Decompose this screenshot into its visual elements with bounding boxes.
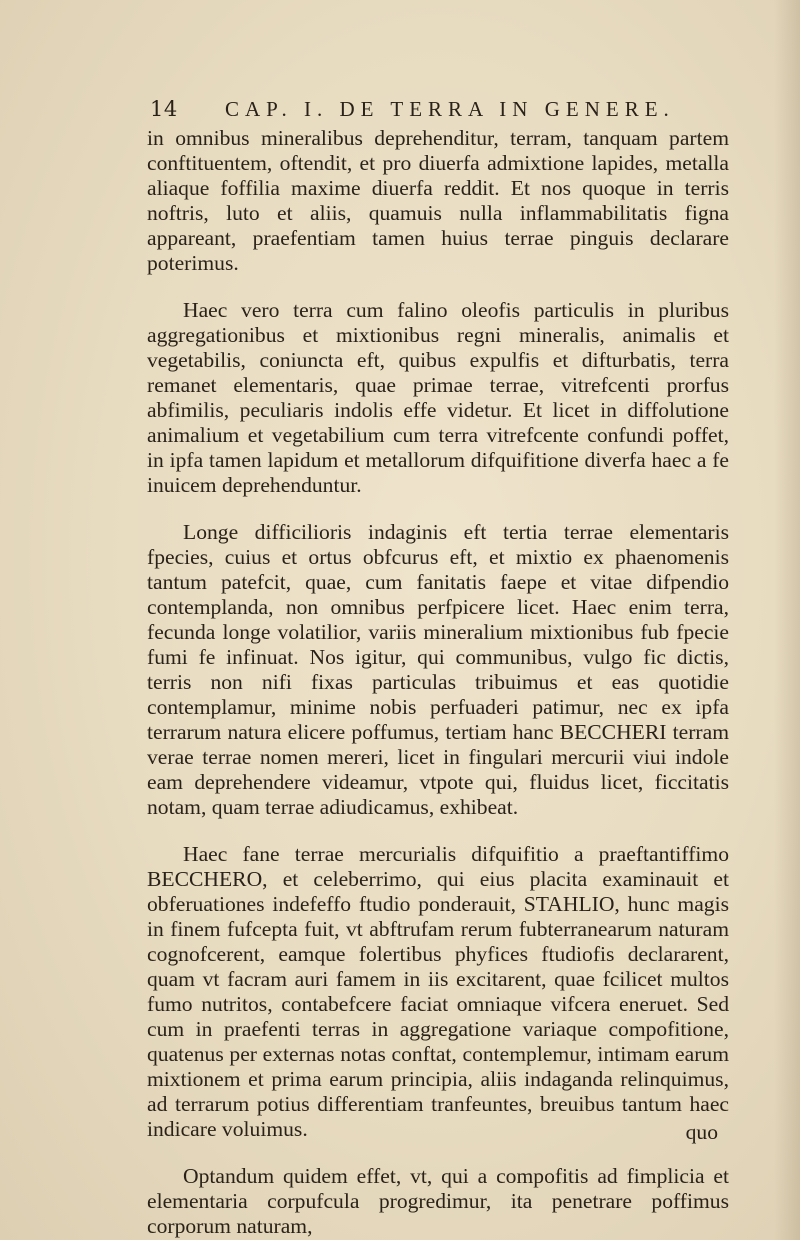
page-edge-shadow	[774, 0, 800, 1240]
page-number: 14	[150, 97, 178, 121]
page-header	[150, 97, 710, 127]
paragraph-continued: in omnibus mineralibus deprehenditur, terram, tanquam partem conftituentem, oftendit, et pro diuerfa admixtione lapides, metalla aliaque foffilia maxime diuerfa reddit. Et nos quoque in terris noftris, luto et aliis, quamuis nulla inflammabilitatis figna appareant, praefentiam tamen huius terrae pinguis declarare poterimus.	[147, 126, 729, 275]
paragraph: Optandum quidem effet, vt, qui a compofitis ad fimplicia et elementaria corpufcula progredimur, ita penetrare poffimus corporum naturam,	[147, 1164, 729, 1238]
paragraph: Longe difficilioris indaginis eft tertia terrae elementaris fpecies, cuius et ortus obfcurus eft, et mixtio ex phaenomenis tantum patefcit, quae, cum fanitatis faepe et vitae difpendio contemplanda, non omnibus perfpicere licet. Haec enim terra, fecunda longe volatilior, variis mineralium mixtionibus fub fpecie fumi fe infinuat. Nos igitur, qui communibus, vulgo fic dictis, terris non nifi fixas particulas tribuimus et eas quotidie contemplamur, minime nobis perfuaderi patimur, nec ex ipfa terrarum natura elicere poffumus, tertiam hanc BECCHERI terram verae terrae nomen mereri, licet in fingulari mercurii viui indole eam deprehendere videamur, vtpote qui, fluidus licet, ficcitatis notam, quam terrae adiudicamus, exhibeat.	[147, 520, 729, 819]
body-text	[147, 126, 729, 1239]
catchword: quo	[685, 1120, 718, 1144]
paragraph: Haec vero terra cum falino oleofis particulis in pluribus aggregationibus et mixtionibus regni mineralis, animalis et vegetabilis, coniuncta eft, quibus expulfis et difturbatis, terra remanet elementaris, quae primae terrae, vitrefcenti prorfus abfimilis, peculiaris indolis effe videtur. Et licet in diffolutione animalium et vegetabilium cum terra vitrefcente confundi poffet, in ipfa tamen lapidum et metallorum difquifitione diverfa haec a fe inuicem deprehenduntur.	[147, 298, 729, 497]
running-head: CAP. I. DE TERRA IN GENERE.	[225, 97, 675, 121]
paragraph: Haec fane terrae mercurialis difquifitio a praeftantiffimo BECCHERO, et celeberrimo, qui eius placita examinauit et obferuationes indefeffo ftudio ponderauit, STAHLIO, hunc magis in finem fufcepta fuit, vt abftrufam rerum fubterranearum naturam cognofcerent, eamque folertibus phyfices ftudiofis declararent, quam vt facram auri famem in iis excitarent, quae fcilicet multos fumo nutritos, contabefcere faciat omniaque vifcera eneruet. Sed cum in praefenti terras in aggregatione variaque compofitione, quatenus per externas notas conftat, contemplemur, intimam earum mixtionem et prima earum principia, aliis indaganda relinquimus, ad terrarum potius differentiam tranfeuntes, breuibus tantum haec indicare voluimus.	[147, 842, 729, 1141]
